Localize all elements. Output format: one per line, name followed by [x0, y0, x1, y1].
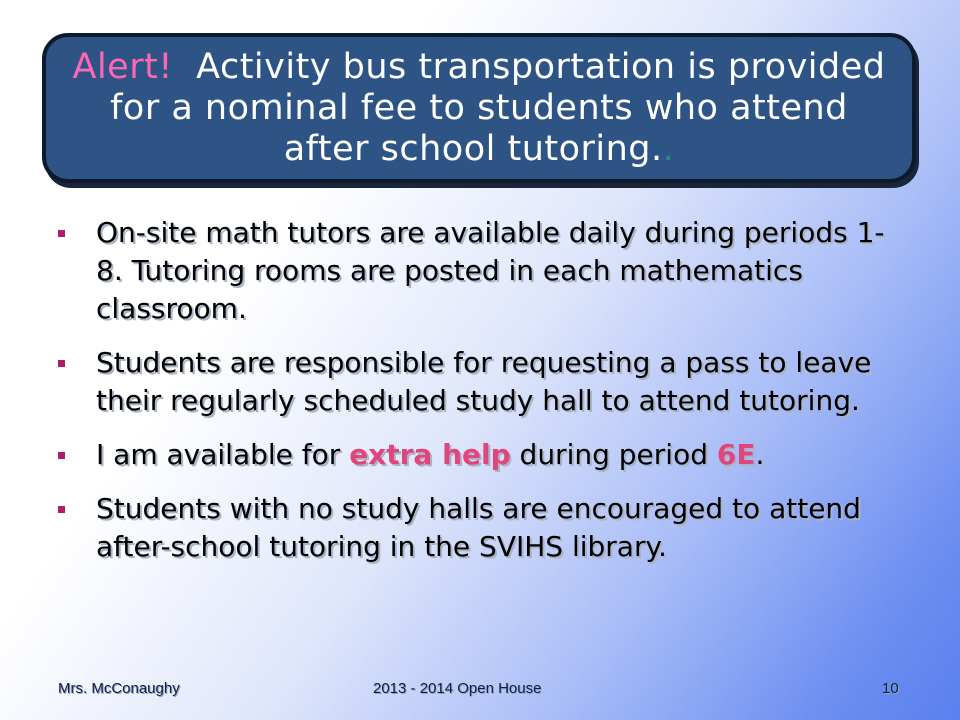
bullet-square-icon	[58, 360, 65, 367]
bullet-text: On-site math tutors are available daily during periods 1-8. Tutoring rooms are posted in each mathematics classroom.	[96, 216, 885, 325]
bullet-square-icon	[58, 230, 65, 237]
bullet-text-before: I am available for	[96, 438, 350, 471]
bullet-item-pass	[58, 344, 908, 420]
footer-author: Mrs. McConaughy	[58, 680, 180, 697]
period-highlight: 6E	[716, 438, 756, 471]
footer-page-number: 10	[882, 680, 899, 697]
bullet-text: Students with no study halls are encouraged to attend after-school tutoring in the SVIHS library.	[96, 492, 861, 563]
bullet-item-no-study-halls	[58, 490, 908, 566]
bullet-square-icon	[58, 506, 65, 513]
title-banner	[42, 33, 916, 183]
footer-event: 2013 - 2014 Open House	[373, 680, 542, 697]
title-trailing-dot: .	[662, 128, 675, 169]
bullet-text-middle: during period	[510, 438, 717, 471]
bullet-item-extra-help	[58, 436, 908, 474]
bullet-square-icon	[58, 452, 65, 459]
bullet-item-tutors	[58, 214, 908, 328]
bullet-text-after: .	[755, 438, 765, 471]
title-text	[46, 47, 912, 170]
extra-help-highlight: extra help	[349, 438, 511, 471]
bullet-text: Students are responsible for requesting a pass to leave their regularly scheduled study hall to attend tutoring.	[96, 346, 872, 417]
alert-message: Activity bus transportation is provided for a nominal fee to students who attend after school tutoring.	[110, 46, 886, 169]
alert-label: Alert!	[72, 46, 173, 87]
bullet-list	[58, 214, 908, 582]
